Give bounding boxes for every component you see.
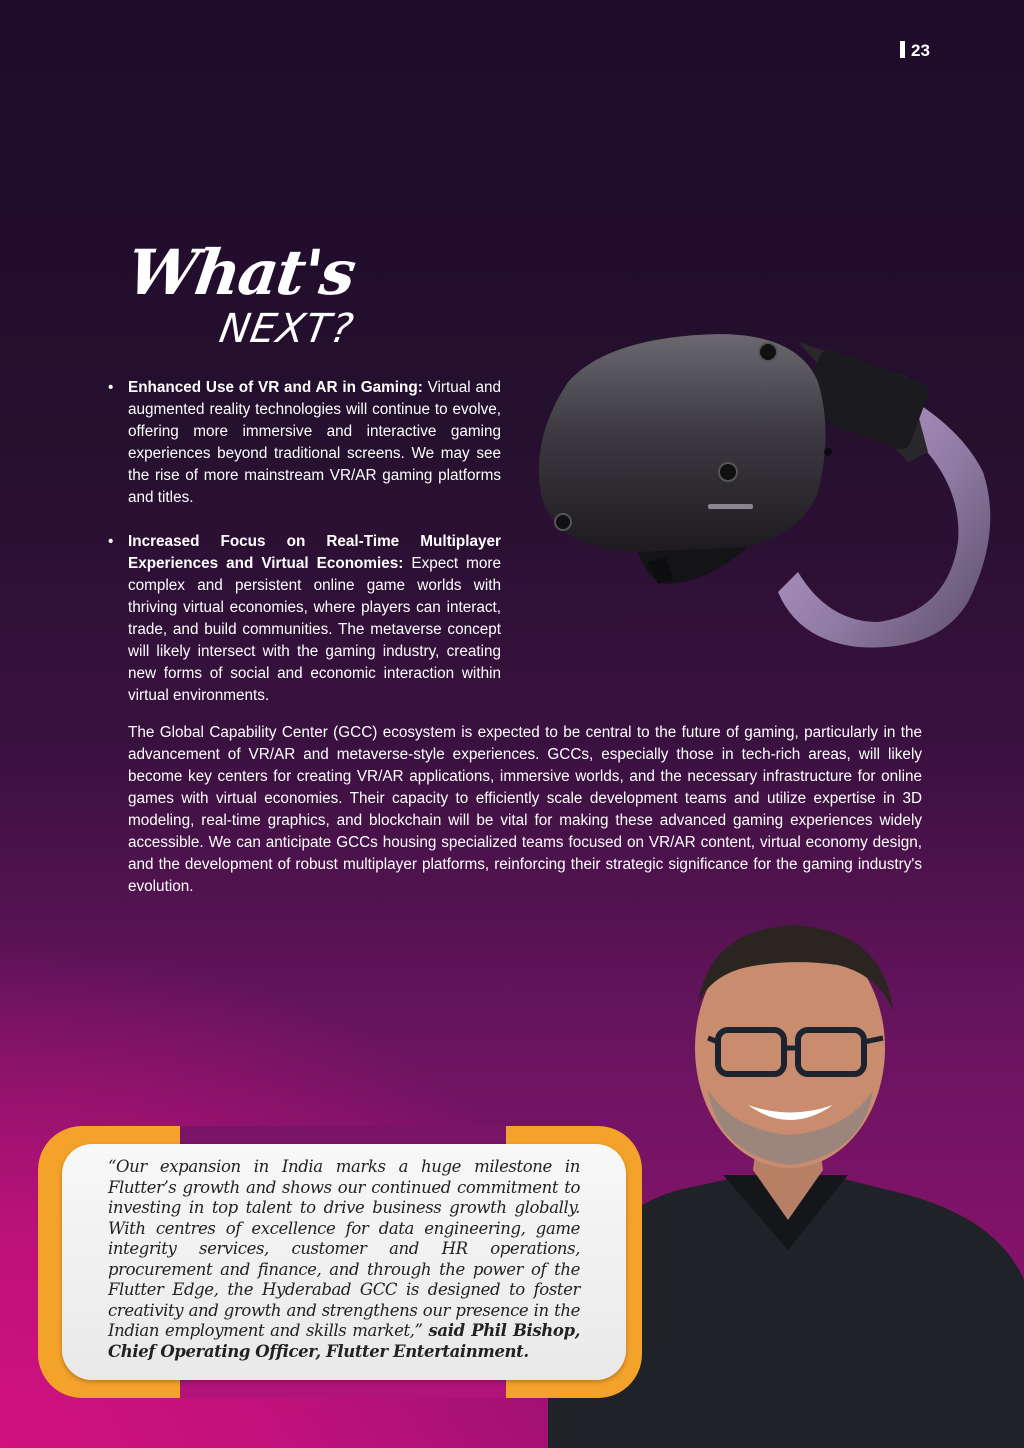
quote-frame-gap-top: [180, 1126, 506, 1146]
quote-text: [108, 1157, 580, 1362]
bullet-text: Expect more complex and persistent online game worlds with thriving virtual economies, where players can interact, trade, and build communities. The metaverse concept will likely intersect with the gaming industry, creating new forms of social and economic interaction within virtual environments.: [128, 555, 501, 704]
page-number-text: 23: [911, 41, 930, 60]
bullet-heading: Increased Focus on Real-Time Multiplayer Experiences and Virtual Economies:: [128, 533, 501, 572]
vr-headset-icon: [528, 322, 998, 662]
quote-frame-gap-bottom: [180, 1378, 506, 1398]
title-whats: What's: [122, 236, 359, 309]
quote-attribution: said Phil Bishop, Chief Operating Officer, Flutter Entertainment.: [108, 1321, 580, 1361]
bullet-heading: Enhanced Use of VR and AR in Gaming:: [128, 379, 423, 396]
bullet-multiplayer: [108, 531, 501, 707]
bullet-vr-ar: [108, 377, 501, 509]
title-next: NEXT?: [215, 306, 358, 352]
bullet-list: [108, 377, 501, 729]
bullet-text: Virtual and augmented reality technologies will continue to evolve, offering more immersive and interactive gaming experiences beyond traditional screens. We may see the rise of more mainstream VR/AR gaming platforms and titles.: [128, 379, 501, 506]
gcc-paragraph: The Global Capability Center (GCC) ecosystem is expected to be central to the future of gaming, particularly in the advancement of VR/AR and metaverse-style experiences. GCCs, especially those in tech-rich areas, will likely become key centers for creating VR/AR applications, immersive worlds, and the necessary infrastructure for online games with virtual economies. Their capacity to efficiently scale development teams and utilize expertise in 3D modeling, real-time graphics, and blockchain will be vital for making these advanced gaming experiences widely accessible. We can anticipate GCCs housing specialized teams focused on VR/AR content, virtual economy design, and the development of robust multiplayer platforms, reinforcing their strategic significance for the gaming industry's evolution.: [128, 724, 922, 895]
page-number: [900, 41, 930, 61]
quote-body: “Our expansion in India marks a huge milestone in Flutter’s growth and shows our continued commitment to investing in top talent to drive business growth globally. With centres of excellence for data engineering, game integrity services, customer and HR operations, procurement and finance, and through the power of the Flutter Edge, the Hyderabad GCC is designed to foster creativity and growth and strengthens our presence in the Indian employment and skills market,”: [108, 1157, 580, 1340]
page-marker: [900, 41, 905, 58]
